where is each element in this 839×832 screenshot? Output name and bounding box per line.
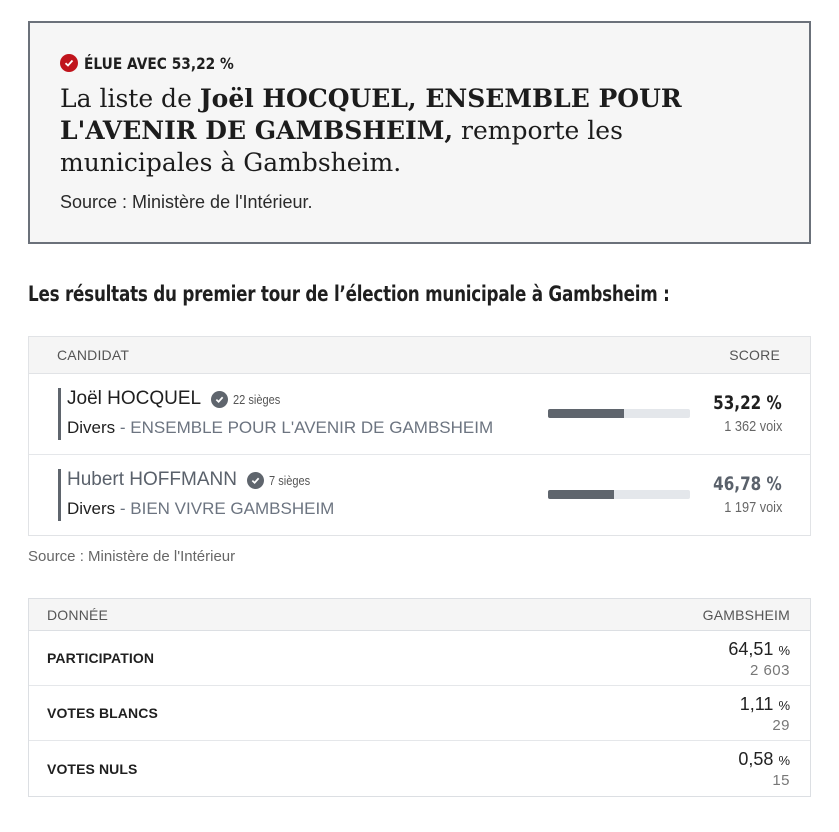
candidate-row	[29, 455, 810, 536]
row-label: VOTES BLANCS	[47, 705, 158, 721]
row-percent-unit: %	[778, 643, 790, 658]
row-count: 15	[772, 772, 790, 789]
winner-tag-text: ÉLUE AVEC 53,22 %	[84, 53, 234, 73]
headline-suffix: remporte les municipales à Gambsheim.	[60, 116, 623, 177]
score-progress-fill	[548, 490, 614, 499]
party-separator: -	[115, 499, 131, 518]
row-label: PARTICIPATION	[47, 650, 155, 666]
check-circle-icon	[211, 391, 228, 408]
turnout-header	[29, 599, 810, 631]
results-header	[29, 337, 810, 374]
row-count: 29	[772, 717, 790, 734]
headline-winner-name: Joël HOCQUEL, ENSEMBLE POUR L'AVENIR DE GAMBSHEIM,	[60, 84, 682, 145]
header-place: GAMBSHEIM	[702, 606, 790, 623]
winner-announcement	[28, 21, 811, 244]
party-separator: -	[115, 418, 131, 437]
row-percent: 64,51	[728, 639, 774, 659]
table-row	[29, 631, 810, 686]
candidate-party	[67, 499, 334, 519]
header-data: DONNÉE	[47, 606, 109, 623]
candidate-score: 46,78 %	[713, 473, 782, 495]
row-percent-unit: %	[778, 698, 790, 713]
header-candidate: CANDIDAT	[57, 347, 130, 363]
results-table	[28, 336, 811, 536]
table-row	[29, 741, 810, 796]
winner-headline	[60, 83, 779, 179]
turnout-table	[28, 598, 811, 797]
candidate-score: 53,22 %	[713, 392, 782, 414]
candidate-list-name: ENSEMBLE POUR L'AVENIR DE GAMBSHEIM	[130, 418, 494, 437]
candidate-list-name: BIEN VIVRE GAMBSHEIM	[130, 499, 335, 518]
row-percent: 1,11	[739, 694, 774, 714]
candidate-name: Hubert HOFFMANN	[67, 469, 237, 490]
candidate-nuance: Divers	[67, 499, 116, 518]
results-source: Source : Ministère de l'Intérieur	[28, 548, 236, 565]
section-title: Les résultats du premier tour de l’élection municipale à Gambsheim :	[28, 282, 670, 306]
candidate-nuance: Divers	[67, 418, 116, 437]
row-label: VOTES NULS	[47, 760, 138, 777]
score-progress-fill	[548, 409, 624, 418]
candidate-votes: 1 197 voix	[723, 499, 782, 516]
candidate-row	[29, 374, 810, 455]
table-row	[29, 686, 810, 741]
row-percent: 0,58	[738, 749, 774, 769]
candidate-accent-bar	[58, 388, 61, 440]
candidate-accent-bar	[58, 469, 61, 521]
candidate-votes: 1 362 voix	[723, 418, 782, 435]
winner-source: Source : Ministère de l'Intérieur.	[60, 192, 313, 212]
headline-prefix: La liste de	[60, 84, 200, 113]
candidate-party	[67, 418, 493, 438]
row-percent-unit: %	[778, 753, 790, 768]
score-progress-bar	[548, 409, 690, 418]
score-progress-bar	[548, 490, 690, 499]
candidate-name: Joël HOCQUEL	[67, 388, 202, 409]
winner-tag	[60, 51, 779, 75]
header-score: SCORE	[729, 347, 780, 363]
candidate-seats: 22 sièges	[233, 391, 281, 407]
check-circle-icon	[60, 54, 78, 72]
candidate-seats: 7 sièges	[268, 472, 311, 488]
check-circle-icon	[247, 472, 264, 489]
row-count: 2 603	[749, 662, 790, 679]
